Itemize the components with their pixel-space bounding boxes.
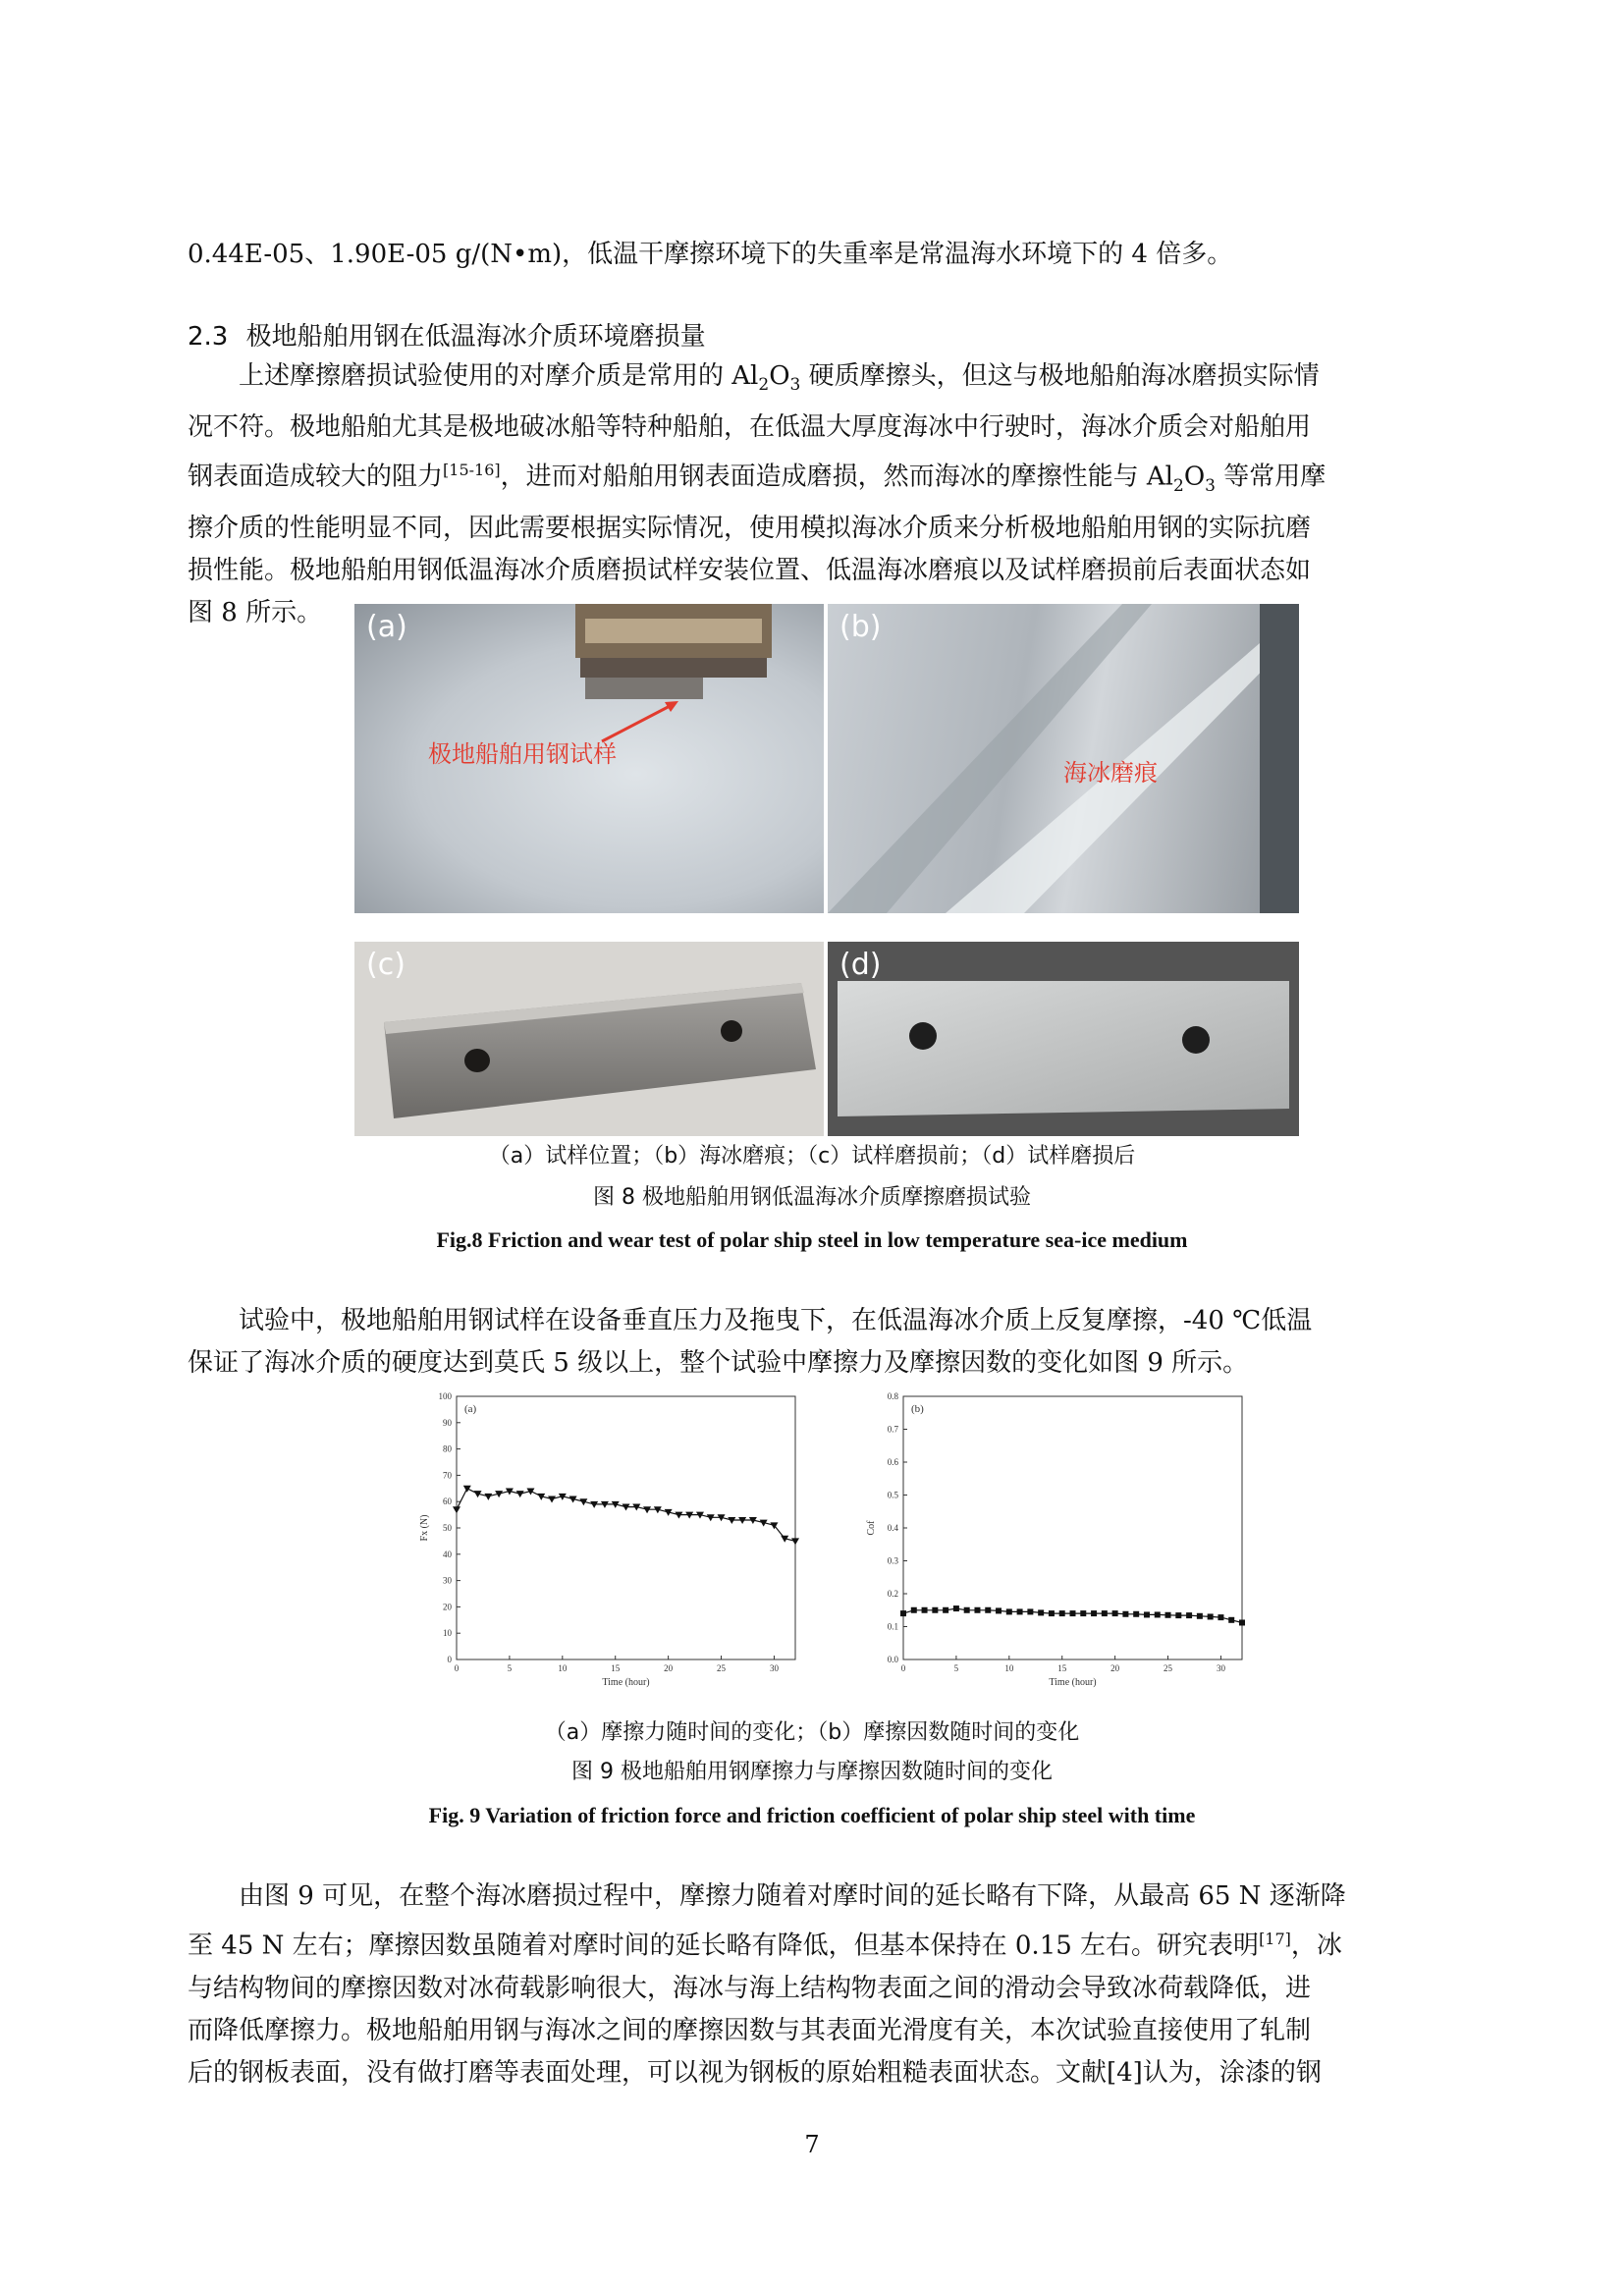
data-point — [1228, 1617, 1234, 1623]
data-point — [1197, 1613, 1203, 1619]
data-point — [996, 1607, 1001, 1613]
data-point — [922, 1607, 928, 1613]
plot-frame — [457, 1396, 795, 1659]
text-line: 而降低摩擦力。极地船舶用钢与海冰之间的摩擦因数与其表面光滑度有关，本次试验直接使用了轧制 — [188, 2015, 1312, 2045]
citation: [15-16] — [443, 461, 501, 480]
panel-label: (b) — [839, 610, 882, 644]
text-line: 试验中，极地船舶用钢试样在设备垂直压力及拖曳下，在低温海冰介质上反复摩擦，-40 ℃低温 — [239, 1306, 1313, 1335]
steel-bar-before-drawing — [354, 942, 824, 1136]
x-tick-label: 30 — [1216, 1663, 1225, 1673]
section-title: 极地船舶用钢在低温海冰介质环境磨损量 — [245, 322, 706, 352]
y-tick-label: 0.3 — [887, 1555, 898, 1566]
text-line: 上述摩擦磨损试验使用的对摩介质是常用的 $Al_2O_3$ 硬质摩擦头，但这与极地船舶海冰磨损实际情 — [239, 361, 1320, 396]
citation: [17] — [1259, 1930, 1291, 1948]
friction-force-chart — [403, 1392, 815, 1707]
text-line: 与结构物间的摩擦因数对冰荷载影响很大，海冰与海上结构物表面之间的滑动会导致冰荷载降低，进 — [188, 1973, 1312, 2003]
paragraph-3 — [188, 1876, 1464, 2095]
y-tick-label: 70 — [443, 1470, 452, 1481]
data-point — [1049, 1610, 1055, 1616]
x-tick-label: 5 — [953, 1663, 959, 1673]
data-point — [1186, 1612, 1192, 1618]
data-point — [964, 1607, 970, 1613]
data-point — [791, 1538, 799, 1545]
y-tick-label: 0.6 — [887, 1457, 898, 1467]
data-point — [1017, 1608, 1023, 1614]
photo-sample-after-wear — [828, 942, 1299, 1136]
x-tick-label: 25 — [717, 1663, 727, 1673]
y-tick-label: 40 — [443, 1549, 452, 1559]
paragraph-1 — [188, 355, 1464, 634]
y-tick-label: 50 — [443, 1523, 452, 1533]
y-tick-label: 90 — [443, 1417, 452, 1428]
y-axis-label: Fx (N) — [419, 1514, 430, 1542]
photo-sample-before-wear — [354, 942, 824, 1136]
data-point — [1038, 1609, 1044, 1615]
plot-frame — [903, 1396, 1242, 1659]
photo-ice-wear-track — [828, 604, 1299, 913]
section-heading — [188, 320, 706, 354]
text-line: 至 45 N 左右；摩擦因数虽随着对摩时间的延长略有降低，但基本保持在 0.15 左右。研究表明[17]，冰 — [188, 1930, 1342, 1961]
y-tick-label: 0.2 — [887, 1589, 898, 1599]
data-point — [911, 1607, 917, 1613]
text-line: 钢表面造成较大的阻力[15-16]，进而对船舶用钢表面造成磨损，然而海冰的摩擦性能与 $Al_2O_3$ 等常用摩 — [188, 461, 1326, 497]
y-tick-label: 80 — [443, 1443, 452, 1454]
data-point — [953, 1605, 959, 1611]
y-tick-label: 0.7 — [887, 1424, 898, 1435]
data-point — [1239, 1619, 1245, 1625]
x-tick-label: 15 — [1057, 1663, 1067, 1673]
text-line: 况不符。极地船舶尤其是极地破冰船等特种船舶，在低温大厚度海冰中行驶时，海冰介质会对船舶用 — [188, 412, 1312, 443]
data-point — [1102, 1610, 1108, 1616]
x-tick-label: 5 — [507, 1663, 513, 1673]
x-tick-label: 0 — [900, 1663, 906, 1673]
y-tick-label: 10 — [443, 1628, 452, 1639]
y-tick-label: 60 — [443, 1496, 452, 1507]
panel-label: (a) — [366, 610, 407, 644]
y-tick-label: 0.5 — [887, 1490, 898, 1500]
x-tick-label: 20 — [664, 1663, 674, 1673]
data-point — [516, 1491, 524, 1497]
text-line: 后的钢板表面，没有做打磨等表面处理，可以视为钢板的原始粗糙表面状态。文献[4]认为，涂漆的钢 — [188, 2057, 1322, 2088]
x-tick-label: 0 — [454, 1663, 460, 1673]
text-line: 由图 9 可见，在整个海冰磨损过程中，摩擦力随着对摩时间的延长略有下降，从最高 65 N 逐渐降 — [239, 1881, 1346, 1911]
x-tick-label: 15 — [611, 1663, 621, 1673]
y-tick-label: 100 — [438, 1392, 452, 1401]
y-tick-label: 30 — [443, 1575, 452, 1586]
y-tick-label: 0.4 — [887, 1523, 898, 1533]
data-point — [1027, 1608, 1033, 1614]
friction-coefficient-chart — [849, 1383, 1262, 1707]
figure9-caption-en: Fig. 9 Variation of friction force and friction coefficient of polar ship steel with time — [428, 1803, 1196, 1827]
x-tick-label: 10 — [558, 1663, 568, 1673]
text-line: 图 8 所示。 — [188, 598, 323, 628]
y-tick-label: 0.0 — [887, 1655, 898, 1664]
figure8-subcaption: （a）试样位置；（b）海冰磨痕；（c）试样磨损前；（d）试样磨损后 — [488, 1144, 1136, 1169]
data-point — [1175, 1612, 1181, 1618]
x-tick-label: 10 — [1004, 1663, 1014, 1673]
data-point — [985, 1607, 991, 1613]
data-point — [1070, 1610, 1076, 1616]
y-tick-label: 0.8 — [887, 1391, 898, 1401]
data-point — [1080, 1610, 1086, 1616]
section-number: 2.3 — [188, 322, 229, 352]
x-axis-label: Time (hour) — [602, 1677, 650, 1688]
photo-annotation: 海冰磨痕 — [1063, 759, 1158, 787]
paragraph-2 — [188, 1300, 1464, 1385]
steel-bar-after-drawing — [828, 942, 1299, 1136]
data-point — [932, 1607, 938, 1613]
data-point — [1208, 1613, 1214, 1619]
data-point — [484, 1494, 492, 1500]
photo-sample-position — [354, 604, 824, 913]
series-line — [457, 1489, 795, 1542]
panel-label: (c) — [366, 948, 406, 982]
page-number: 7 — [804, 2131, 820, 2158]
paragraph-continuation — [188, 234, 1464, 276]
y-tick-label: 0.1 — [887, 1621, 898, 1632]
figure8-caption-cn: 图 8 极地船舶用钢低温海冰介质摩擦磨损试验 — [593, 1185, 1031, 1210]
x-tick-label: 20 — [1110, 1663, 1120, 1673]
data-point — [900, 1610, 906, 1616]
data-point — [1091, 1610, 1097, 1616]
panel-label: (a) — [464, 1403, 477, 1415]
data-point — [974, 1607, 980, 1613]
photo-annotation: 极地船舶用钢试样 — [428, 740, 617, 768]
figure8-caption-en: Fig.8 Friction and wear test of polar ship steel in low temperature sea-ice medium — [436, 1227, 1188, 1252]
data-point — [1165, 1612, 1171, 1618]
figure9-subcaption: （a）摩擦力随时间的变化；（b）摩擦因数随时间的变化 — [544, 1720, 1080, 1745]
data-point — [1144, 1611, 1150, 1617]
data-point — [463, 1486, 471, 1493]
figure9-caption-cn: 图 9 极地船舶用钢摩擦力与摩擦因数随时间的变化 — [571, 1760, 1053, 1784]
data-point — [1122, 1611, 1128, 1617]
x-axis-label: Time (hour) — [1049, 1677, 1097, 1688]
text-line: 损性能。极地船舶用钢低温海冰介质磨损试样安装位置、低温海冰磨痕以及试样磨损前后表面状态如 — [188, 556, 1312, 586]
data-point — [1006, 1608, 1012, 1614]
data-point — [943, 1607, 948, 1613]
y-tick-label: 0 — [447, 1655, 452, 1664]
x-tick-label: 30 — [769, 1663, 779, 1673]
data-point — [1133, 1611, 1139, 1617]
panel-label: (d) — [839, 948, 882, 982]
data-point — [1155, 1611, 1161, 1617]
data-point — [453, 1506, 460, 1513]
data-point — [1112, 1610, 1118, 1616]
data-point — [1218, 1614, 1223, 1620]
x-tick-label: 25 — [1164, 1663, 1173, 1673]
y-axis-label: Cof — [866, 1520, 877, 1536]
panel-label: (b) — [911, 1403, 924, 1415]
y-tick-label: 20 — [443, 1602, 452, 1612]
data-point — [1059, 1610, 1065, 1616]
data-point — [548, 1496, 556, 1503]
text-line: 保证了海冰介质的硬度达到莫氏 5 级以上，整个试验中摩擦力及摩擦因数的变化如图 9 所示。 — [188, 1348, 1249, 1378]
text-line: 0.44E-05、1.90E-05 g/(N•m)，低温干摩擦环境下的失重率是常温海水环境下的 4 倍多。 — [188, 240, 1233, 269]
text-line: 擦介质的性能明显不同，因此需要根据实际情况，使用模拟海冰介质来分析极地船舶用钢的实际抗磨 — [188, 514, 1312, 544]
